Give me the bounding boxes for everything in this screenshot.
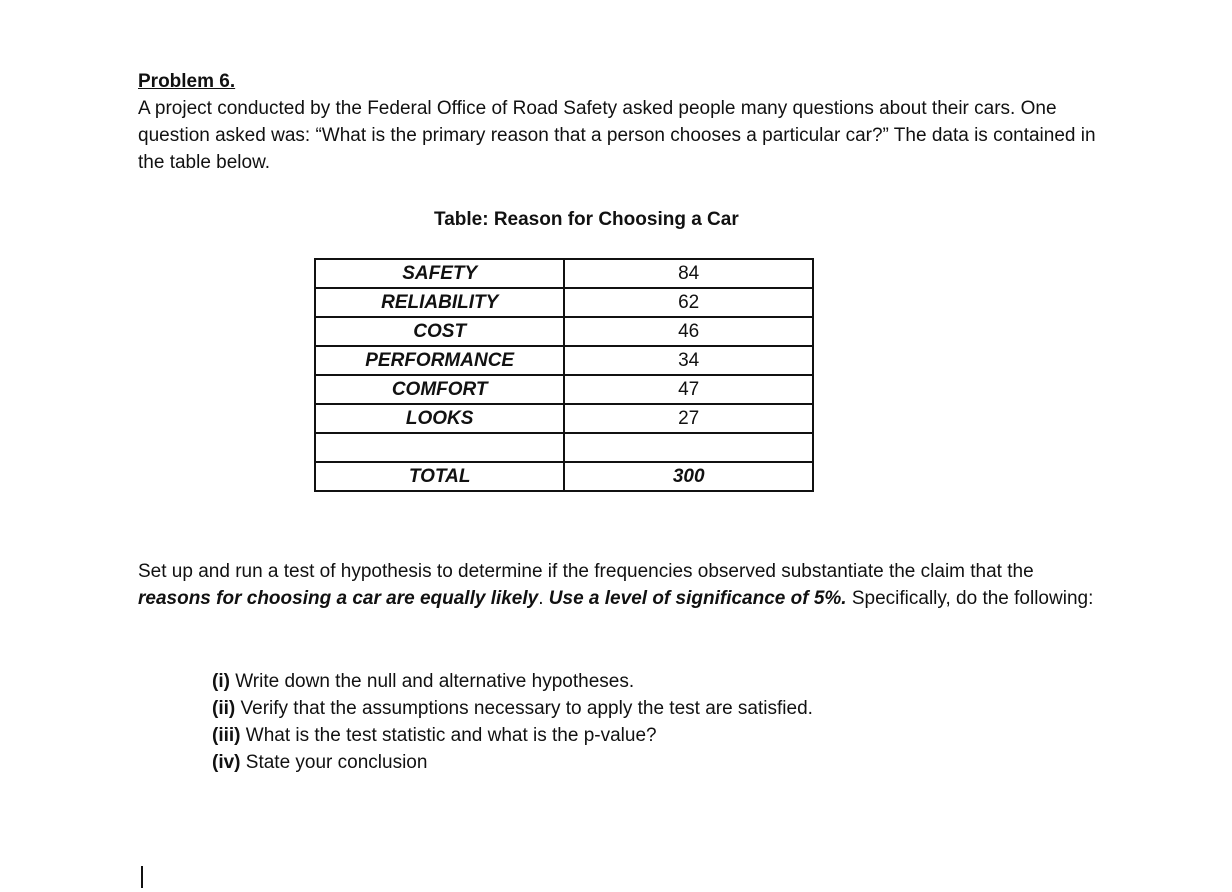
question-item [212, 749, 813, 776]
question-number: (i) [212, 671, 230, 692]
task-text: Specifically, do the following: [846, 588, 1094, 609]
question-item [212, 722, 813, 749]
table-row [315, 404, 813, 433]
problem-title: Problem 6. [138, 71, 236, 92]
question-list [212, 668, 813, 776]
reason-cell [315, 433, 564, 462]
count-cell: 46 [564, 317, 813, 346]
question-text: Write down the null and alternative hypotheses. [229, 671, 635, 692]
table-row [315, 259, 813, 288]
table-row [315, 346, 813, 375]
question-number: (ii) [212, 698, 236, 719]
problem-intro: A project conducted by the Federal Office of Road Safety asked people many questions about their cars. One question asked was: “What is the primary reason that a person chooses a particular car?” The data is contained in the table below. [138, 98, 1096, 173]
question-text: What is the test statistic and what is the p-value? [240, 725, 657, 746]
task-text: . [538, 588, 549, 609]
text-cursor [141, 866, 143, 888]
reason-cell: SAFETY [315, 259, 564, 288]
question-item [212, 668, 813, 695]
task-text: Set up and run a test of hypothesis to determine if the frequencies observed substantiate the claim that the [138, 561, 1034, 582]
reason-cell: RELIABILITY [315, 288, 564, 317]
table-row [315, 317, 813, 346]
count-cell: 34 [564, 346, 813, 375]
table-row [315, 288, 813, 317]
count-cell: 27 [564, 404, 813, 433]
document-page [138, 68, 1118, 773]
task-paragraph [138, 558, 1108, 612]
table-caption: Table: Reason for Choosing a Car [434, 209, 739, 230]
question-item [212, 695, 813, 722]
reason-cell: COST [315, 317, 564, 346]
count-cell: 84 [564, 259, 813, 288]
count-cell [564, 433, 813, 462]
reason-cell: PERFORMANCE [315, 346, 564, 375]
table-row-empty [315, 433, 813, 462]
reason-cell: LOOKS [315, 404, 564, 433]
task-emphasis-significance: Use a level of significance of 5%. [548, 588, 847, 609]
question-text: State your conclusion [240, 752, 428, 773]
question-number: (iv) [212, 752, 241, 773]
total-row [315, 462, 813, 491]
reason-cell: COMFORT [315, 375, 564, 404]
total-label: TOTAL [315, 462, 564, 491]
count-cell: 47 [564, 375, 813, 404]
count-cell: 62 [564, 288, 813, 317]
total-value: 300 [564, 462, 813, 491]
question-number: (iii) [212, 725, 241, 746]
task-emphasis-claim: reasons for choosing a car are equally likely [138, 588, 539, 609]
table-row [315, 375, 813, 404]
reason-table [314, 258, 814, 492]
question-text: Verify that the assumptions necessary to apply the test are satisfied. [235, 698, 813, 719]
